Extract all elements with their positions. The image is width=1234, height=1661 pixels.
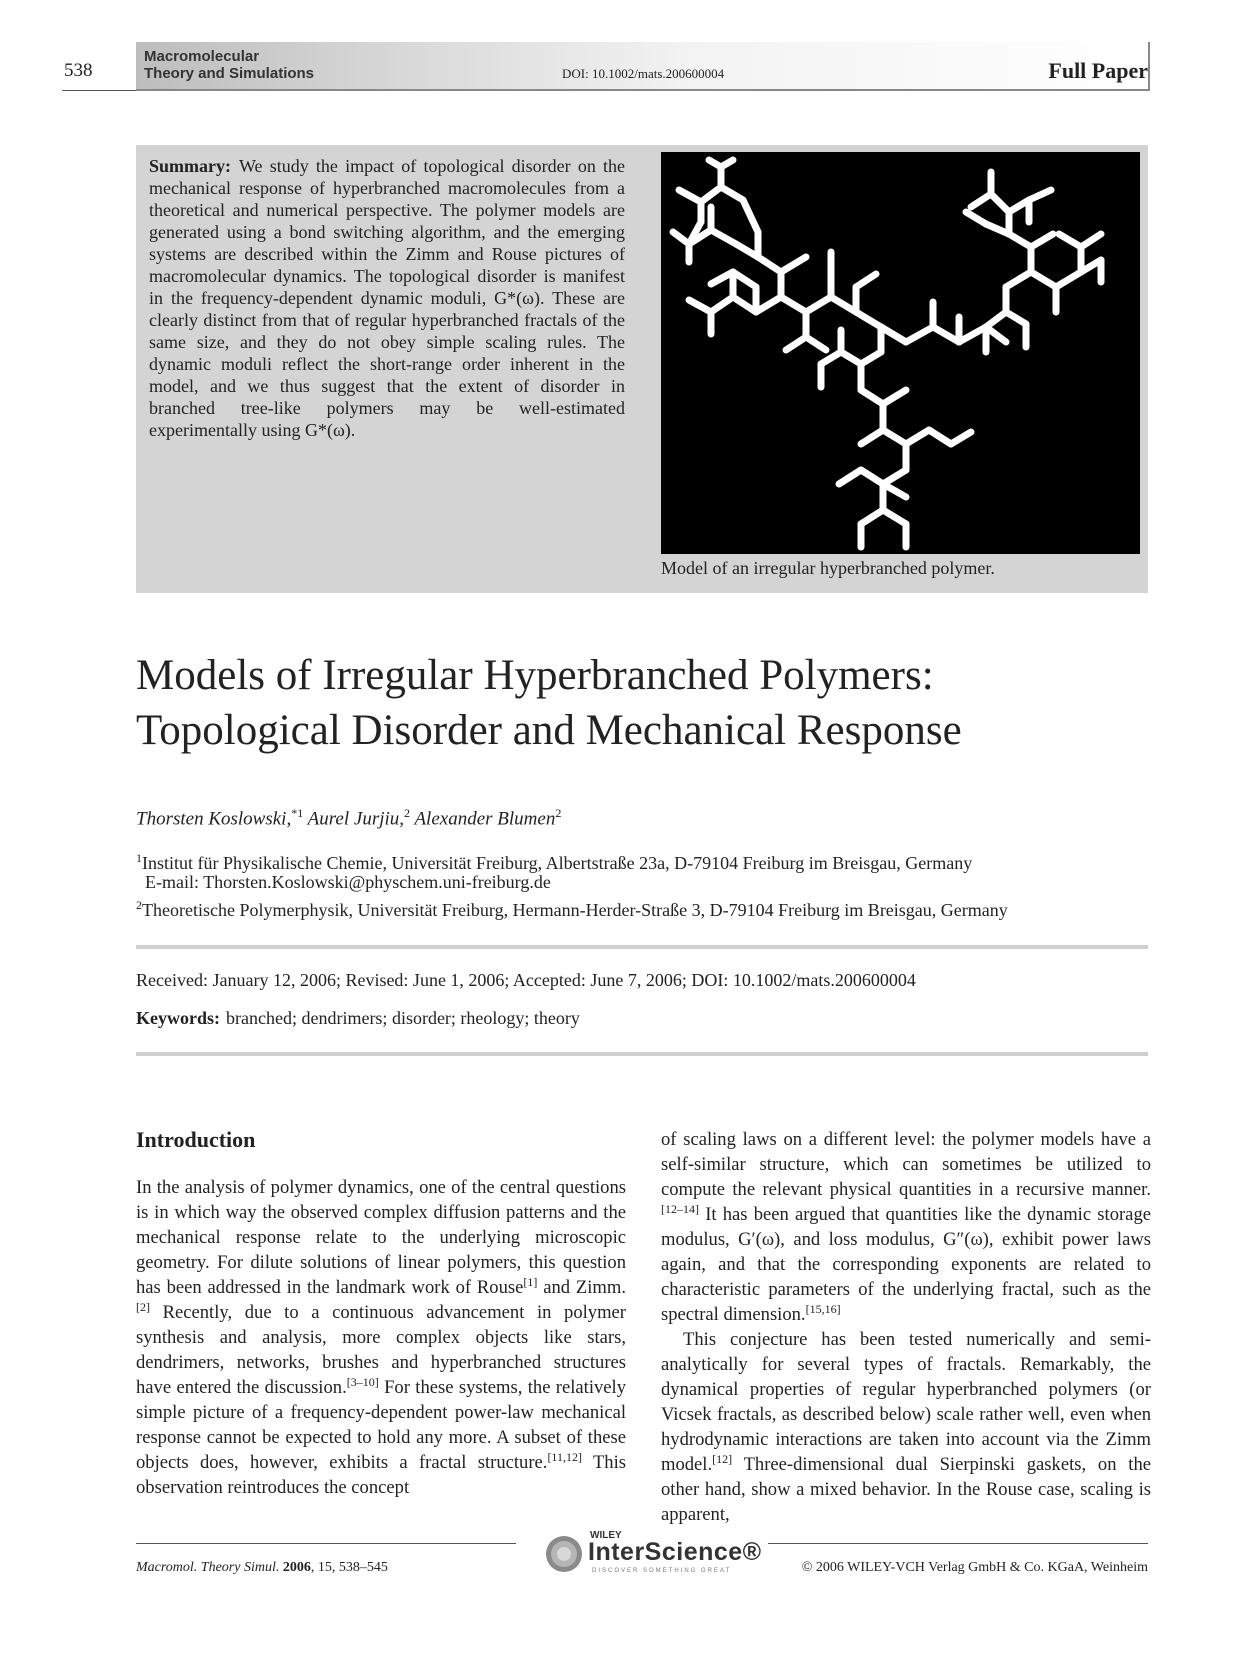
polymer-bond xyxy=(883,390,906,404)
footer-rule-left xyxy=(136,1543,516,1544)
received-dates: Received: January 12, 2006; Revised: June 1, 2006; Accepted: June 7, 2006; DOI: 10.1002/mats.200600004 xyxy=(136,970,916,990)
polymer-bond xyxy=(721,160,733,167)
polymer-bond xyxy=(679,190,701,202)
polymer-bond xyxy=(986,312,1006,327)
polymer-bond xyxy=(689,300,711,312)
paper-title xyxy=(136,648,1136,758)
polymer-bond xyxy=(929,430,951,444)
affiliation-2-text: Theoretische Polymerphysik, Universität Freiburg, Hermann-Herder-Straße 3, D-79104 Freiburg im Breisgau, Germany xyxy=(142,900,1008,920)
logo-main-text: InterScience® xyxy=(588,1538,762,1566)
section-heading-introduction: Introduction xyxy=(136,1127,256,1152)
column-left xyxy=(136,1175,626,1500)
journal-name xyxy=(144,48,314,82)
author-3-sup: 2 xyxy=(555,806,562,820)
author-list xyxy=(136,806,561,830)
header-doi: DOI: 10.1002/mats.200600004 xyxy=(562,66,725,81)
page-number: 538 xyxy=(64,60,93,81)
keywords xyxy=(136,1008,580,1029)
polymer-bond xyxy=(721,187,743,200)
polymer-bond xyxy=(756,297,781,312)
polymer-bond xyxy=(856,274,876,287)
journal-name-line1: Macromolecular xyxy=(144,48,260,65)
author-1: Thorsten Koslowski, xyxy=(136,808,292,830)
author-2: Aurel Jurjiu, xyxy=(307,808,405,830)
polymer-bond xyxy=(971,194,991,207)
polymer-bond xyxy=(711,297,733,312)
polymer-bond xyxy=(1031,272,1056,287)
polymer-bond xyxy=(781,257,806,272)
affiliation-1-text: Institut für Physikalische Chemie, Universität Freiburg, Albertstraße 23a, D-79104 Freiburg im Breisgau, Germany xyxy=(142,853,973,873)
affiliation-1-sup: 1 xyxy=(136,851,142,865)
polymer-bond xyxy=(861,510,883,524)
polymer-bond xyxy=(806,337,826,350)
paper-title-line2: Topological Disorder and Mechanical Response xyxy=(136,707,962,754)
ref-3-10[interactable]: [3–10] xyxy=(346,1374,379,1389)
ref-15-16[interactable]: [15,16] xyxy=(805,1301,841,1316)
polymer-bond xyxy=(856,312,881,327)
journal-name-line2: Theory and Simulations xyxy=(144,65,315,82)
logo-wiley-text: WILEY xyxy=(590,1530,622,1541)
polymer-bond xyxy=(786,337,806,350)
paper-type: Full Paper xyxy=(1048,58,1148,83)
polymer-bond xyxy=(883,510,906,524)
polymer-bond xyxy=(839,470,861,484)
polymer-bond xyxy=(861,390,883,404)
polymer-bond xyxy=(883,430,906,444)
footer-rule-right xyxy=(768,1543,1148,1544)
polymer-bond xyxy=(959,327,986,342)
polymer-bond xyxy=(701,187,721,202)
polymer-bond xyxy=(906,430,929,444)
polymer-bond xyxy=(758,257,781,272)
polymer-bond xyxy=(861,470,883,484)
ref-12[interactable]: [12] xyxy=(712,1451,733,1466)
footer-journal: Macromol. Theory Simul. xyxy=(136,1560,280,1575)
author-2-sup: 2 xyxy=(404,806,411,820)
polymer-bond xyxy=(781,297,806,312)
column-right xyxy=(661,1127,1151,1527)
paragraph-intro-2: This conjecture has been tested numerically and semi-analytically for several types of fractals. Remarkably, the dynamical properties of regular hyperbranched polymers (or Vicsek fractals, as described below) scale rather well, even when hydrodynamic interactions are taken into account via the Zimm model.[12] Three-dimensional dual Sierpinski gaskets, on the other hand, show a mixed behavior. In the Rouse case, scaling is apparent, xyxy=(661,1329,1151,1525)
paragraph-intro-1-cont: of scaling laws on a different level: the polymer models have a self-similar structure, which can sometimes be utilized to compute the relevant physical quantities in a recursive manner.[12–14] It has been argued that quantities like the dynamic storage modulus, G′(ω), and loss modulus, G″(ω), exhibit power laws again, and that the corresponding exponents are related to characteristic parameters of the underlying fractal, such as the spectral dimension.[15,16] xyxy=(661,1129,1151,1325)
paper-title-line1: Models of Irregular Hyperbranched Polymers: xyxy=(136,652,934,699)
polymer-bond xyxy=(861,430,883,444)
paragraph-intro-1: In the analysis of polymer dynamics, one of the central questions is in which way the observed complex diffusion patterns and the mechanical response relate to the underlying microscopic geometry. For dilute solutions of linear polymers, this question has been addressed in the landmark work of Rouse[1] and Zimm.[2] Recently, due to a continuous advancement in polymer synthesis and analysis, more complex objects like stars, dendrimers, networks, brushes and hyperbranched structures have entered the discussion.[3–10] For these systems, the relatively simple picture of a frequency-dependent power-law mechanical response cannot be expected to hold any more. A subset of these objects does, however, exhibits a fractal structure.[11,12] This observation reintroduces the concept xyxy=(136,1177,627,1498)
footer-year: 2006 xyxy=(282,1560,311,1575)
figure-caption: Model of an irregular hyperbranched polymer. xyxy=(661,558,995,578)
polymer-bond xyxy=(806,297,831,312)
polymer-bond xyxy=(1081,234,1101,247)
polymer-bond xyxy=(991,194,1009,212)
footer-citation xyxy=(136,1560,388,1576)
polymer-bond xyxy=(966,212,986,224)
logo-tagline: DISCOVER SOMETHING GREAT xyxy=(592,1568,732,1574)
polymer-bond xyxy=(1031,234,1053,247)
summary-text xyxy=(149,155,625,441)
polymer-bond xyxy=(1006,272,1031,287)
header-rule xyxy=(62,90,136,91)
polymer-bond xyxy=(831,297,856,312)
polymer-bond xyxy=(881,327,906,342)
author-1-sup: *1 xyxy=(291,806,304,820)
ref-1[interactable]: [1] xyxy=(523,1274,538,1289)
polymer-bond xyxy=(711,230,736,244)
polymer-bond xyxy=(951,432,971,444)
ref-2[interactable]: [2] xyxy=(136,1299,150,1314)
polymer-figure xyxy=(661,152,1140,554)
polymer-bond xyxy=(906,327,933,342)
keywords-list: branched; dendrimers; disorder; rheology; theory xyxy=(226,1008,580,1028)
polymer-bond xyxy=(1009,234,1031,247)
summary-body: We study the impact of topological disorder on the mechanical response of hyperbranched macromolecules from a theoretical and numerical perspective. The polymer models are generated using a bond switching algorithm, and the emerging systems are described within the Zimm and Rouse pictures of macromolecular dynamics. The topological disorder is manifest in the frequency-dependent dynamic moduli, G*(ω). These are clearly distinct from that of regular hyperbranched fractals of the same size, and they do not obey simple scaling rules. The dynamic moduli reflect the short-range order inherent in the model, and we thus suggest that the extent of disorder in branched tree-like polymers may be well-estimated experimentally using G*(ω). xyxy=(149,156,625,440)
affiliation-2 xyxy=(136,893,1008,922)
polymer-bond xyxy=(1029,190,1051,200)
keywords-label: Keywords: xyxy=(136,1008,220,1028)
polymer-bond xyxy=(1056,272,1081,287)
polymer-bond xyxy=(883,470,906,484)
ref-11-12[interactable]: [11,12] xyxy=(547,1449,582,1464)
rule-top xyxy=(136,945,1148,949)
polymer-bond xyxy=(933,327,959,342)
footer-copyright: © 2006 WILEY-VCH Verlag GmbH & Co. KGaA, Weinheim xyxy=(801,1560,1148,1575)
author-email: E-mail: Thorsten.Koslowski@physchem.uni-freiburg.de xyxy=(145,872,551,892)
polymer-bond xyxy=(1059,234,1081,247)
summary-label: Summary: xyxy=(149,156,231,176)
ref-12-14[interactable]: [12–14] xyxy=(661,1201,699,1216)
footer-pages: , 15, 538–545 xyxy=(310,1560,388,1575)
author-3: Alexander Blumen xyxy=(414,808,556,830)
affiliation-2-sup: 2 xyxy=(136,898,142,912)
polymer-graphic xyxy=(661,152,1140,554)
rule-bottom xyxy=(136,1052,1148,1056)
polymer-bond xyxy=(743,200,758,232)
